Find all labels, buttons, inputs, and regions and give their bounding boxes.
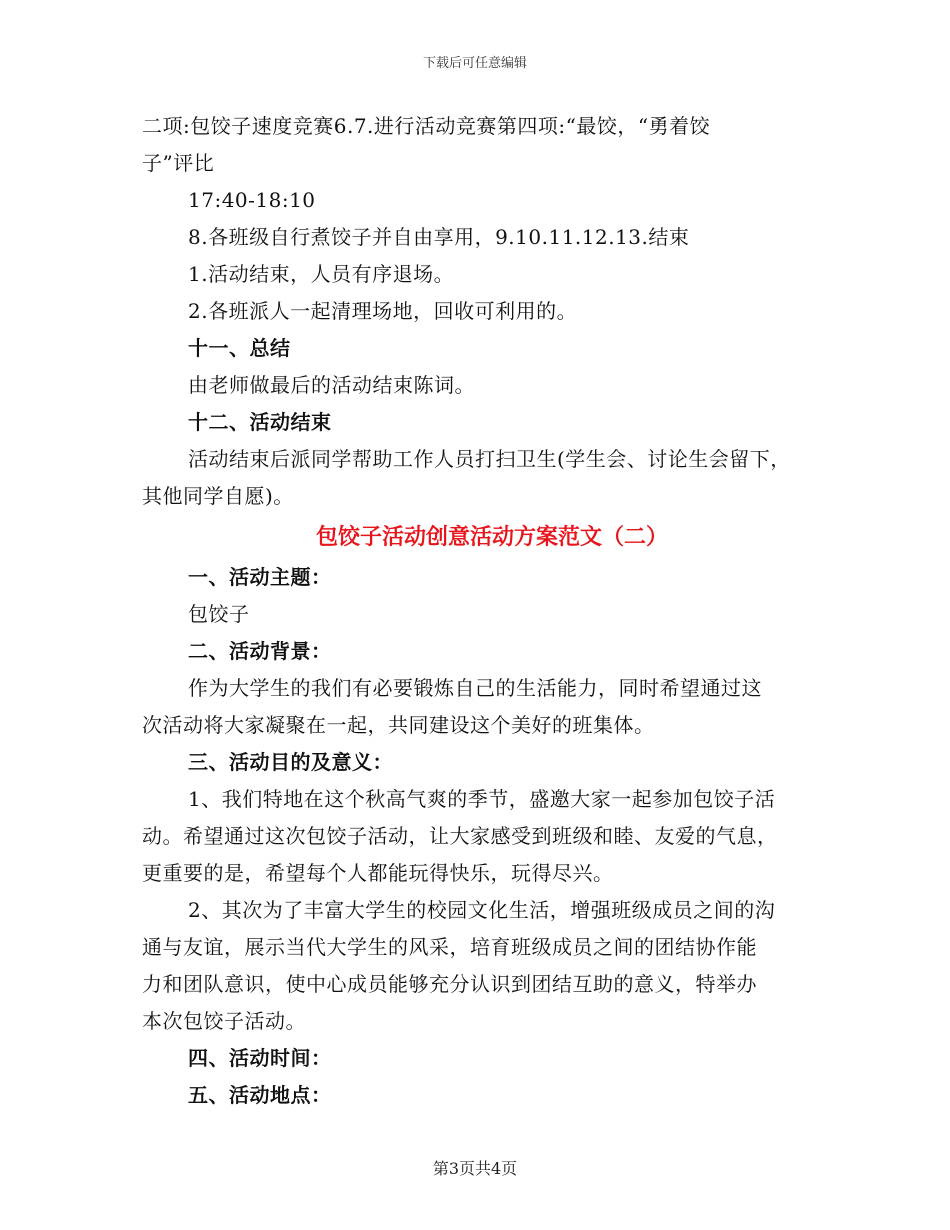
section-heading: 一、活动主题： [188, 565, 332, 589]
section-heading: 三、活动目的及意义： [188, 750, 393, 774]
text-line: 力和团队意识，使中心成员能够充分认识到团结互助的意义，特举办 [142, 972, 757, 996]
text-line: 动。希望通过这次包饺子活动，让大家感受到班级和睦、友爱的气息， [142, 824, 778, 848]
text-line: 更重要的是，希望每个人都能玩得快乐，玩得尽兴。 [142, 861, 614, 885]
text-line: 1、我们特地在这个秋高气爽的季节，盛邀大家一起参加包饺子活 [188, 787, 776, 811]
text-line: 包饺子 [188, 602, 250, 626]
section-one-lines [142, 108, 822, 515]
text-line: 二项:包饺子速度竞赛6.7.进行活动竞赛第四项:“最饺，“勇着饺 [142, 114, 711, 138]
document-title: 包饺子活动创意活动方案范文（二） [315, 524, 668, 550]
text-line: 通与友谊，展示当代大学生的风采，培育班级成员之间的团结协作能 [142, 935, 757, 959]
section-heading: 二、活动背景： [188, 639, 332, 663]
text-line: 由老师做最后的活动结束陈词。 [188, 373, 475, 397]
text-line: 其他同学自愿)。 [142, 484, 294, 508]
text-line: 2、其次为了丰富大学生的校园文化生活，增强班级成员之间的沟 [188, 898, 776, 922]
document-body [142, 108, 822, 1114]
text-line: 1.活动结束，人员有序退场。 [188, 262, 455, 286]
section-heading: 十二、活动结束 [188, 410, 332, 434]
page-footer: 第3页共4页 [432, 1159, 518, 1178]
text-line: 作为大学生的我们有必要锻炼自己的生活能力，同时希望通过这 [188, 676, 762, 700]
page-header: 下载后可任意编辑 [422, 56, 527, 71]
section-heading: 五、活动地点： [188, 1083, 332, 1107]
text-line: 次活动将大家凝聚在一起，共同建设这个美好的班集体。 [142, 713, 655, 737]
text-line: 本次包饺子活动。 [142, 1009, 306, 1033]
text-line: 2.各班派人一起清理场地，回收可利用的。 [188, 299, 578, 323]
section-two-lines [142, 559, 822, 1114]
text-line: 活动结束后派同学帮助工作人员打扫卫生(学生会、讨论生会留下， [188, 447, 791, 471]
text-line: 8.各班级自行煮饺子并自由享用，9.10.11.12.13.结束 [188, 225, 690, 249]
text-line: 子”评比 [142, 151, 215, 175]
text-line: 17:40-18:10 [188, 188, 316, 212]
section-heading: 十一、总结 [188, 336, 291, 360]
section-heading: 四、活动时间： [188, 1046, 332, 1070]
